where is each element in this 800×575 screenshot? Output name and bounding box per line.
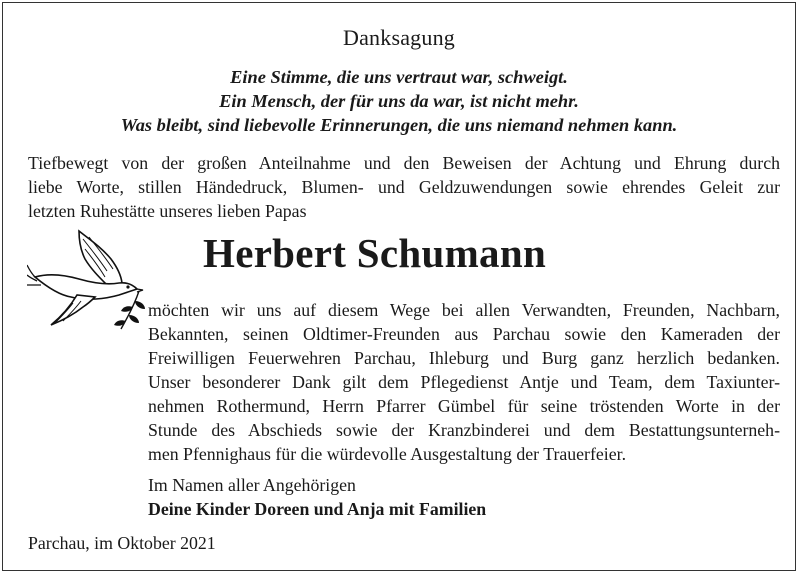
- intro-line: liebe Worte, stillen Händedruck, Blumen- und Geldzuwendungen sowie ehrendes Geleit zur: [28, 177, 780, 197]
- poem-verse: [3, 65, 795, 137]
- body-line: men Pfennighaus für die würdevolle Ausgestaltung der Trauerfeier.: [148, 444, 627, 464]
- poem-line: Was bleibt, sind liebevolle Erinnerungen, die uns niemand nehmen kann.: [120, 115, 678, 135]
- deceased-name: Herbert Schumann: [203, 230, 547, 276]
- dove-with-olive-branch-icon: [27, 225, 149, 333]
- poem-line: Ein Mensch, der für uns da war, ist nicht mehr.: [219, 91, 579, 111]
- body-line: Freiwilligen Feuerwehren Parchau, Ihleburg und Burg ganz herzlich bedanken.: [148, 348, 780, 368]
- thanks-paragraph: [148, 298, 780, 466]
- heading-danksagung: Danksagung: [343, 25, 455, 50]
- obituary-card: [2, 2, 796, 571]
- place-date: Parchau, im Oktober 2021: [28, 533, 216, 553]
- body-line: nehmen Rothermund, Herrn Pfarrer Gümbel für seine tröstenden Worte in der: [148, 396, 780, 416]
- intro-line: letzten Ruhestätte unseres lieben Papas: [28, 201, 307, 221]
- body-line: Bekannten, seinen Oldtimer-Freunden aus Parchau sowie den Kameraden der: [148, 324, 780, 344]
- body-line: Unser besonderer Dank gilt dem Pflegedienst Antje und Team, dem Taxiunter-: [148, 372, 780, 392]
- intro-paragraph: [28, 151, 780, 223]
- signature-block: [148, 473, 486, 521]
- body-line: Stunde des Abschieds sowie der Kranzbinderei und dem Bestattungsunterneh-: [148, 420, 780, 440]
- body-line: möchten wir uns auf diesem Wege bei allen Verwandten, Freunden, Nachbarn,: [148, 300, 780, 320]
- poem-line: Eine Stimme, die uns vertraut war, schweigt.: [230, 67, 568, 87]
- signature-line: Im Namen aller Angehörigen: [148, 475, 356, 495]
- signature-names: Deine Kinder Doreen und Anja mit Familien: [148, 499, 487, 519]
- intro-line: Tiefbewegt von der großen Anteilnahme und den Beweisen der Achtung und Ehrung durch: [28, 153, 780, 173]
